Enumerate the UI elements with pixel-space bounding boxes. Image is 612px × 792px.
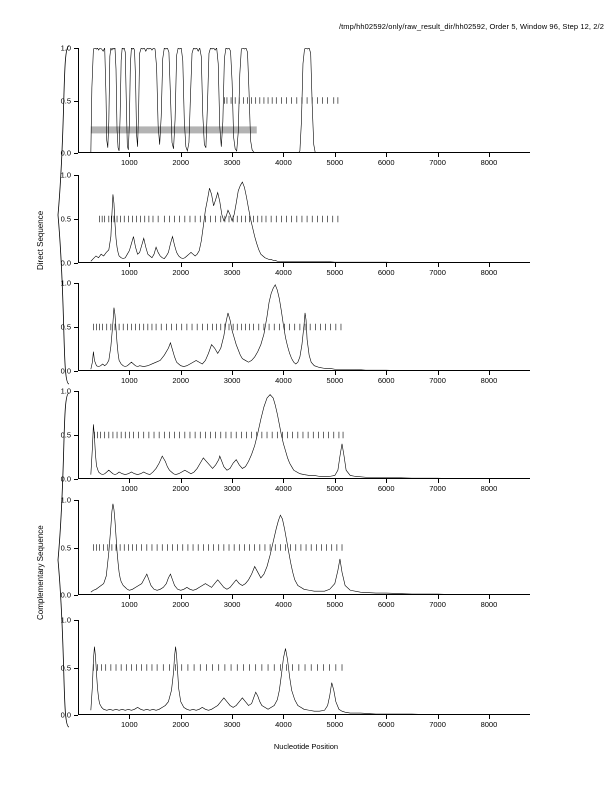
x-tick-label: 3000 xyxy=(223,600,241,609)
x-tick-label: 4000 xyxy=(275,158,292,167)
panel-2-frame-2-direct xyxy=(60,170,530,277)
y-tick-label: 0.0 xyxy=(60,474,71,484)
x-tick xyxy=(489,263,490,267)
series-line xyxy=(91,647,510,715)
x-tick xyxy=(232,263,233,267)
marker-ticks xyxy=(94,432,343,438)
marker-ticks xyxy=(100,216,338,222)
y-tick xyxy=(74,371,78,372)
x-tick-label: 5000 xyxy=(326,720,344,729)
y-tick-label: 0.0 xyxy=(60,148,71,158)
y-tick xyxy=(74,391,78,392)
y-tick xyxy=(74,263,78,264)
brace-direct-icon xyxy=(56,45,70,385)
y-tick xyxy=(74,48,78,49)
x-tick-label: 5000 xyxy=(326,376,344,385)
x-tick-label: 8000 xyxy=(480,720,498,729)
x-tick xyxy=(181,263,182,267)
page-title: /tmp/hh02592/only/raw_result_dir/hh02592, Order 5, Window 96, Step 12, 2/2 xyxy=(338,22,604,31)
x-tick-label: 3000 xyxy=(223,376,241,385)
x-tick xyxy=(335,595,336,599)
x-tick-label: 7000 xyxy=(429,484,446,493)
x-axis xyxy=(78,152,530,153)
x-tick-label: 6000 xyxy=(377,600,395,609)
x-tick-label: 7000 xyxy=(429,158,446,167)
y-tick-label: 1.0 xyxy=(60,170,71,180)
x-tick xyxy=(129,371,130,375)
x-axis xyxy=(78,714,530,715)
x-tick xyxy=(489,153,490,157)
panel-1-frame-1-direct xyxy=(60,43,530,167)
y-tick xyxy=(74,548,78,549)
x-tick xyxy=(386,371,387,375)
x-tick-label: 2000 xyxy=(172,268,190,277)
x-tick xyxy=(438,479,439,483)
x-tick xyxy=(489,715,490,719)
x-tick xyxy=(335,479,336,483)
x-tick-label: 6000 xyxy=(377,484,395,493)
x-tick xyxy=(232,595,233,599)
x-tick-label: 8000 xyxy=(480,600,498,609)
x-tick xyxy=(438,153,439,157)
x-tick-label: 1000 xyxy=(121,268,138,277)
y-tick xyxy=(74,620,78,621)
y-tick-label: 0.0 xyxy=(60,710,71,720)
group-brace-direct xyxy=(56,45,70,385)
x-tick xyxy=(438,263,439,267)
x-tick-label: 2000 xyxy=(172,484,190,493)
x-tick-label: 7000 xyxy=(429,376,446,385)
x-tick-label: 6000 xyxy=(377,376,395,385)
y-tick xyxy=(74,219,78,220)
x-tick-label: 4000 xyxy=(275,376,292,385)
y-tick xyxy=(74,479,78,480)
x-tick xyxy=(283,479,284,483)
x-tick-label: 7000 xyxy=(429,600,446,609)
y-tick-label: 0.0 xyxy=(60,590,71,600)
y-axis xyxy=(78,48,79,153)
x-axis xyxy=(78,370,530,371)
x-tick xyxy=(438,371,439,375)
x-tick-label: 5000 xyxy=(326,268,344,277)
x-tick xyxy=(232,479,233,483)
series-line xyxy=(91,504,510,595)
y-tick-label: 0.5 xyxy=(60,96,71,105)
panel-3-frame-3-direct xyxy=(60,278,530,385)
x-tick-label: 3000 xyxy=(223,268,241,277)
plot-area xyxy=(78,500,530,595)
x-tick-label: 8000 xyxy=(480,484,498,493)
x-tick xyxy=(181,371,182,375)
x-tick-label: 8000 xyxy=(480,158,498,167)
x-tick xyxy=(232,153,233,157)
y-axis xyxy=(78,500,79,595)
y-tick-label: 1.0 xyxy=(60,278,71,288)
y-tick xyxy=(74,435,78,436)
x-tick xyxy=(283,153,284,157)
y-tick xyxy=(74,175,78,176)
plot-area xyxy=(78,620,530,715)
x-tick-label: 8000 xyxy=(480,268,498,277)
x-tick xyxy=(181,715,182,719)
x-axis xyxy=(78,478,530,479)
x-axis-label: Nucleotide Position xyxy=(273,742,339,751)
plot-area xyxy=(78,48,530,153)
x-tick xyxy=(386,153,387,157)
x-tick xyxy=(283,595,284,599)
x-tick-label: 1000 xyxy=(121,720,138,729)
y-tick-label: 0.5 xyxy=(60,430,71,440)
y-tick xyxy=(74,153,78,154)
panel-4-frame-1-complementary xyxy=(60,386,530,493)
series-line xyxy=(91,395,510,479)
x-tick xyxy=(181,479,182,483)
x-tick xyxy=(232,715,233,719)
x-tick-label: 4000 xyxy=(275,484,292,493)
marker-ticks xyxy=(224,97,338,103)
y-tick-label: 1.0 xyxy=(60,386,71,396)
y-tick-label: 0.5 xyxy=(60,543,71,552)
x-tick-label: 3000 xyxy=(223,720,241,729)
x-tick-label: 6000 xyxy=(377,720,395,729)
x-tick xyxy=(489,371,490,375)
x-tick xyxy=(129,479,130,483)
y-tick-label: 1.0 xyxy=(60,495,71,505)
x-tick-label: 4000 xyxy=(275,720,292,729)
x-tick xyxy=(181,153,182,157)
x-tick-label: 5000 xyxy=(326,158,344,167)
x-tick xyxy=(489,595,490,599)
y-tick-label: 0.5 xyxy=(60,214,71,224)
x-tick xyxy=(283,263,284,267)
x-tick xyxy=(335,371,336,375)
x-tick xyxy=(335,153,336,157)
y-tick xyxy=(74,668,78,669)
x-tick xyxy=(232,371,233,375)
series-line xyxy=(91,48,510,153)
x-tick-label: 1000 xyxy=(121,484,138,493)
highlight-bar xyxy=(91,126,257,133)
x-tick-label: 7000 xyxy=(429,268,446,277)
marker-ticks xyxy=(93,544,342,550)
x-tick xyxy=(489,479,490,483)
y-tick xyxy=(74,327,78,328)
x-tick-label: 3000 xyxy=(223,484,241,493)
y-tick-label: 0.0 xyxy=(60,258,71,268)
x-tick xyxy=(129,715,130,719)
x-tick xyxy=(335,715,336,719)
y-tick xyxy=(74,101,78,102)
y-tick-label: 0.5 xyxy=(60,322,71,332)
x-tick xyxy=(129,595,130,599)
plot-area xyxy=(78,283,530,371)
marker-ticks xyxy=(93,664,342,670)
x-tick xyxy=(129,263,130,267)
x-tick-label: 2000 xyxy=(172,376,190,385)
panel-6-frame-3-complementary xyxy=(60,615,530,729)
x-tick-label: 6000 xyxy=(377,158,395,167)
x-tick xyxy=(181,595,182,599)
x-tick-label: 2000 xyxy=(172,720,190,729)
x-tick xyxy=(283,371,284,375)
y-tick-label: 1.0 xyxy=(60,615,71,625)
y-axis xyxy=(78,175,79,263)
x-tick-label: 3000 xyxy=(223,158,241,167)
x-tick-label: 8000 xyxy=(480,376,498,385)
x-tick xyxy=(386,263,387,267)
y-tick xyxy=(74,715,78,716)
x-tick xyxy=(438,595,439,599)
x-tick-label: 1000 xyxy=(121,600,138,609)
y-axis xyxy=(78,620,79,715)
y-axis-label-direct: Direct Sequence xyxy=(36,210,45,270)
y-tick-label: 0.5 xyxy=(60,663,71,672)
y-tick xyxy=(74,500,78,501)
y-axis xyxy=(78,391,79,479)
plot-area xyxy=(78,391,530,479)
x-tick-label: 5000 xyxy=(326,484,344,493)
y-tick-label: 1.0 xyxy=(60,43,71,53)
y-tick xyxy=(74,283,78,284)
plot-area xyxy=(78,175,530,263)
x-tick xyxy=(386,715,387,719)
y-axis xyxy=(78,283,79,371)
panel-5-frame-2-complementary xyxy=(60,495,530,609)
x-tick xyxy=(386,479,387,483)
x-tick xyxy=(129,153,130,157)
x-tick-label: 1000 xyxy=(121,376,138,385)
x-tick xyxy=(283,715,284,719)
x-tick-label: 4000 xyxy=(275,600,292,609)
x-tick-label: 6000 xyxy=(377,268,395,277)
x-tick-label: 7000 xyxy=(429,720,446,729)
x-axis xyxy=(78,594,530,595)
x-tick xyxy=(386,595,387,599)
x-tick xyxy=(335,263,336,267)
group-brace-complementary xyxy=(56,392,70,728)
x-tick xyxy=(438,715,439,719)
brace-complementary-icon xyxy=(56,392,70,728)
x-axis xyxy=(78,262,530,263)
series-line xyxy=(91,182,510,263)
x-tick-label: 1000 xyxy=(121,158,138,167)
y-tick xyxy=(74,595,78,596)
y-axis-label-complementary: Complementary Sequence xyxy=(36,525,45,620)
y-tick-label: 0.0 xyxy=(60,366,71,376)
x-tick-label: 4000 xyxy=(275,268,292,277)
x-tick-label: 2000 xyxy=(172,600,190,609)
x-tick-label: 5000 xyxy=(326,600,344,609)
x-tick-label: 2000 xyxy=(172,158,190,167)
